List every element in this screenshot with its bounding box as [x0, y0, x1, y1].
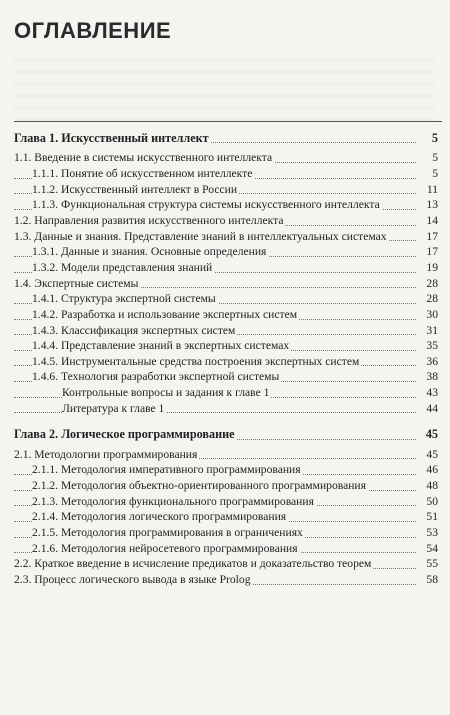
toc-entry: 1.1.3. Функциональная структура системы искусственного интеллекта 13 — [14, 197, 438, 213]
toc-entry: 2.3. Процесс логического вывода в языке Prolog 58 — [14, 572, 438, 586]
toc-entry: 1.1. Введение в системы искусственного интеллекта 5 — [14, 151, 438, 165]
toc-entry: 1.4. Экспертные системы 28 — [14, 276, 438, 290]
toc-entry: 1.1.1. Понятие об искусственном интеллекте 5 — [14, 166, 438, 182]
toc-entry: 2.1.4. Методология логического программирования 51 — [14, 509, 438, 525]
toc-entry: Глава 1. Искусственный интеллект 5 — [14, 131, 438, 145]
toc-entry: 2.1.2. Методология объектно-ориентированного программирования 48 — [14, 478, 438, 494]
toc-entry: 1.3.1. Данные и знания. Основные определения 17 — [14, 244, 438, 260]
toc-entry: Глава 2. Логическое программирование 45 — [14, 427, 438, 442]
toc-entry: 2.1.3. Методология функционального программирования 50 — [14, 494, 438, 510]
toc-entry: 2.1.1. Методология императивного программирования 46 — [14, 462, 438, 478]
page-title: ОГЛАВЛЕНИЕ — [14, 18, 172, 43]
toc-entry: 1.4.1. Структура экспертной системы 28 — [14, 291, 438, 307]
toc-entry: Контрольные вопросы и задания к главе 1 43 — [14, 385, 438, 401]
toc-entry: 1.3.2. Модели представления знаний 19 — [14, 260, 438, 276]
toc-entry: 1.4.3. Классификация экспертных систем 31 — [14, 323, 438, 339]
toc-entry: 1.1.2. Искусственный интеллект в России 11 — [14, 182, 438, 198]
bleed-through-texture — [14, 58, 434, 128]
toc-entry: Литература к главе 1 44 — [14, 401, 438, 417]
toc-entry: 1.4.6. Технология разработки экспертной системы 38 — [14, 369, 438, 385]
toc-entry: 1.3. Данные и знания. Представление знаний в интеллектуальных системах 17 — [14, 229, 438, 243]
toc-entry: 2.1.5. Методология программирования в ограничениях 53 — [14, 525, 438, 541]
toc-entry: 1.4.5. Инструментальные средства построения экспертных систем 36 — [14, 354, 438, 370]
toc-entry: 1.2. Направления развития искусственного интеллекта 14 — [14, 214, 438, 228]
divider — [14, 121, 442, 122]
toc-entry: 2.2. Краткое введение в исчисление предикатов и доказательство теорем 55 — [14, 557, 438, 571]
toc-entry: 1.4.2. Разработка и использование экспертных систем 30 — [14, 307, 438, 323]
toc-entry: 1.4.4. Представление знаний в экспертных системах 35 — [14, 338, 438, 354]
toc-entry: 2.1.6. Методология нейросетевого программирования 54 — [14, 541, 438, 557]
toc-entry: 2.1. Методологии программирования 45 — [14, 447, 438, 461]
table-of-contents — [14, 126, 438, 588]
